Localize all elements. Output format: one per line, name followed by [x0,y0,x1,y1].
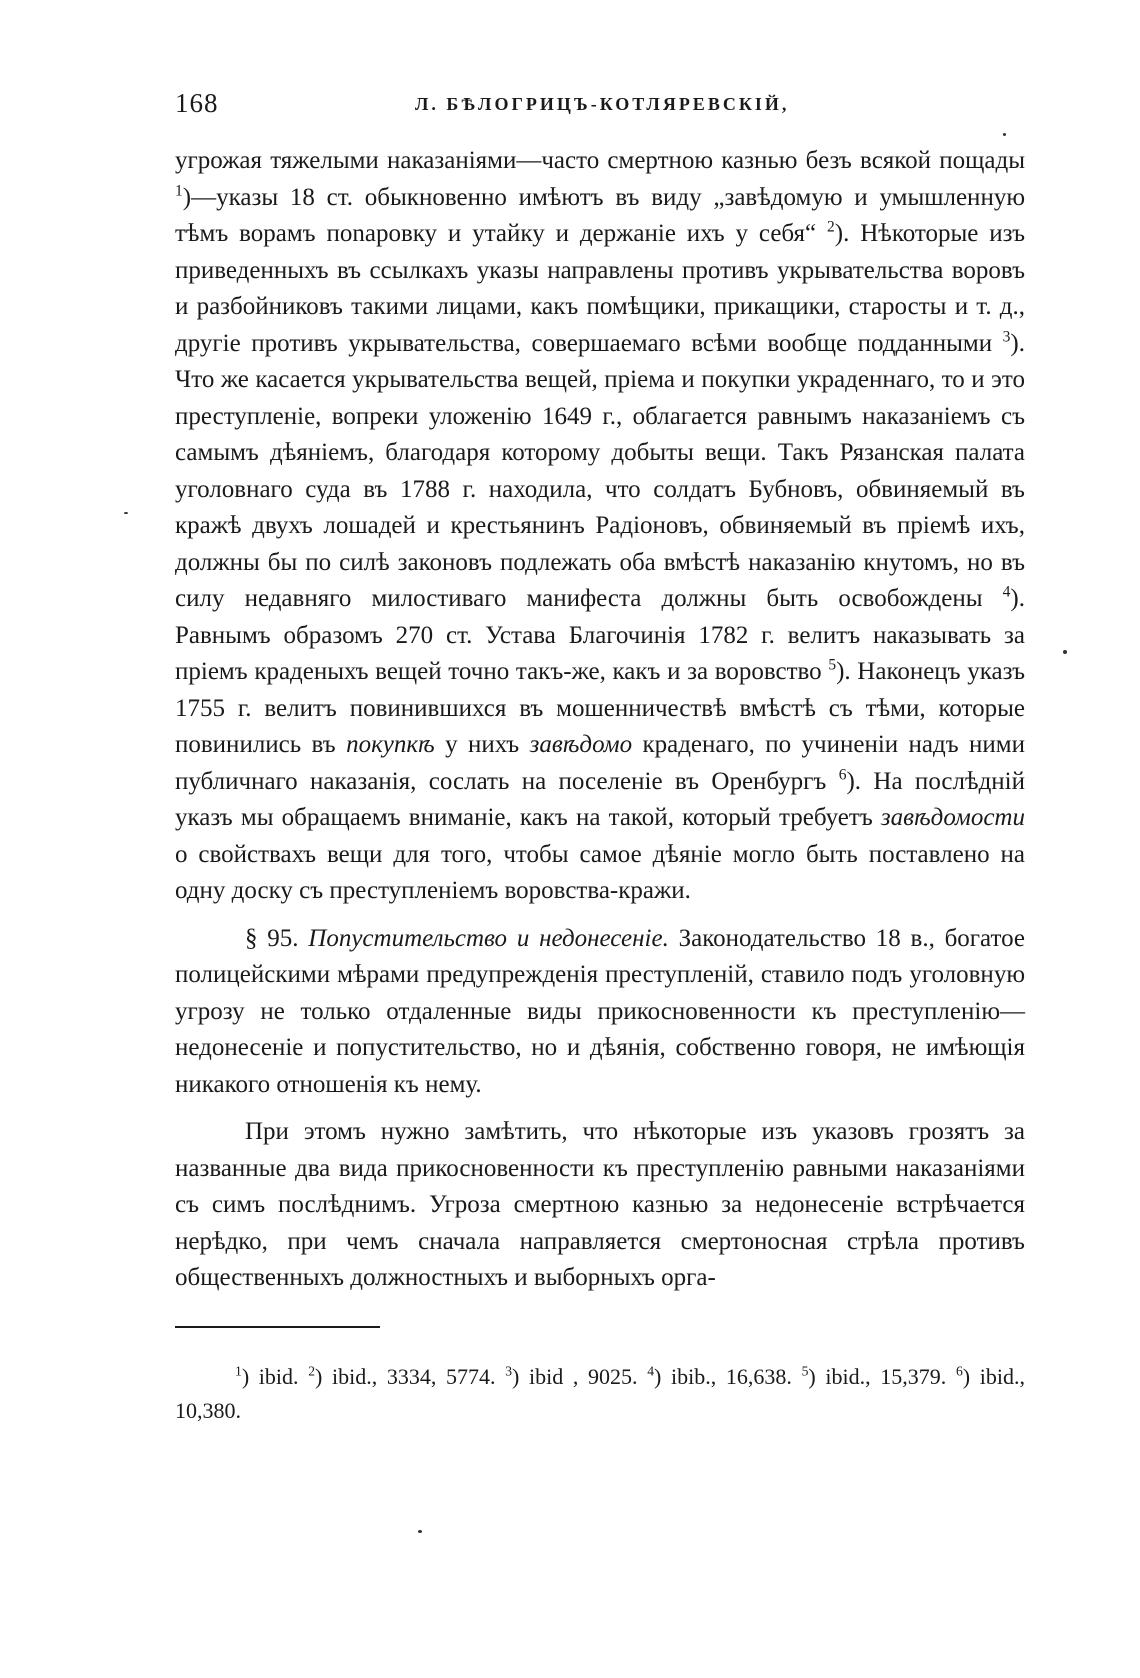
page-number: 168 [175,88,219,118]
paragraph-3: При этомъ нужно замѣтить, что нѣкоторые изъ указовъ грозятъ за названные два вида прикосновенности къ преступленію равными наказаніями съ симъ послѣднимъ. Угроза смертною казнью за недонесеніе встрѣчается нерѣдко, при чемъ сначала направляется смертоносная стрѣла противъ общественныхъ должностныхъ и выборныхъ орга- [175,1118,1025,1291]
footnote-ref-2: 2 [827,218,835,236]
main-text [175,143,1025,1297]
print-speck [1063,650,1067,654]
page-header [175,88,1025,128]
footnote-ref-1: 1 [175,182,183,200]
running-head: Л. БѢЛОГРИЦЪ-КОТЛЯРЕВСКІЙ, [415,94,790,114]
italic-term: завѣдомости [880,804,1025,831]
footnote-ref-3: 3 [1002,328,1011,346]
section-number: § 95. [245,924,309,952]
paragraph-1: угрожая тяжелыми наказаніями—часто смертною казнью безъ всякой пощады $^1$)—указы 18 ст. обыкновенно имѣютъ въ виду „завѣдомую и умышленную тѣмъ ворамъ поnаровку и утайку и держаніе ихъ у себя“ $^2$). Нѣкоторые изъ приведенныхъ въ ссылкахъ указы направлены противъ укрывательства воровъ и разбойниковъ такими лицами, какъ помѣщики, прикащики, старосты и т. д., другіе противъ укрывательства, совершаемаго всѣми вообще подданными $^3$). Что же касается укрывательства вещей, пріема и покупки украденнаго, то и это преступленіе, вопреки уложенію 1649 г., облагается равнымъ наказаніемъ съ самымъ дѣяніемъ, благодаря которому добыты вещи. Такъ Рязанская палата уголовнаго суда въ 1788 г. находила, что солдатъ Бубновъ, обвиняемый въ кражѣ двухъ лошадей и крестьянинъ Радіоновъ, обвиняемый въ пріемѣ ихъ, должны бы по силѣ законовъ подлежать оба вмѣстѣ наказанію кнутомъ, но въ силу недавняго милостиваго манифеста должны быть освобождены $^4$). Равнымъ образомъ 270 ст. Устава Благочинія 1782 г. велитъ наказывать за пріемъ краденыхъ вещей точно такъ-же, какъ и за воровство $^5$). Наконецъ указъ 1755 г. велитъ повинившихся въ мошенничествѣ вмѣстѣ съ тѣми, которые повинились въ покупкѣ у нихъ завѣдомо краденаго, по учиненіи надъ ними публичнаго наказанія, сослать на поселеніе въ Оренбургъ $^6$). На послѣдній указъ мы обращаемъ вниманіе, какъ на такой, который требуетъ завѣдомости о свойствахъ вещи для того, чтобы самое дѣяніе могло быть поставлено на одну доску съ преступленіемъ воровства-кражи. [175,147,1026,904]
footnotes: $^1$) ibid. $^2$) ibid., 3334, 5774. $^3$) ibid , 9025. $^4$) ibib., 16,638. $^5$) ibid., 15,379. $^6$) ibid., 10,380. [175,1363,1025,1423]
italic-term: покупкѣ [346,731,435,758]
footnote-divider [175,1326,380,1328]
paragraph-2: § 95. Попустительство и недонесеніе. Законодательство 18 в., богатое полицейскими мѣрами предупрежденія преступленій, ставило подъ уголовную угрозу не только отдаленные виды прикосновенности къ преступленію—недонесеніе и попустительство, но и дѣянія, собственно говоря, не имѣющія никакого отношенія къ нему. [175,924,1026,1098]
footnote-ref-5: 5 [828,656,837,674]
italic-term: завѣдомо [529,731,633,758]
print-speck [418,1530,422,1533]
print-speck [124,512,128,514]
section-title: Попустительство и недонесеніе. [308,924,669,952]
footnote-ref-6: 6 [838,766,847,784]
print-speck [1003,133,1006,136]
footnote-ref-4: 4 [1002,583,1011,601]
